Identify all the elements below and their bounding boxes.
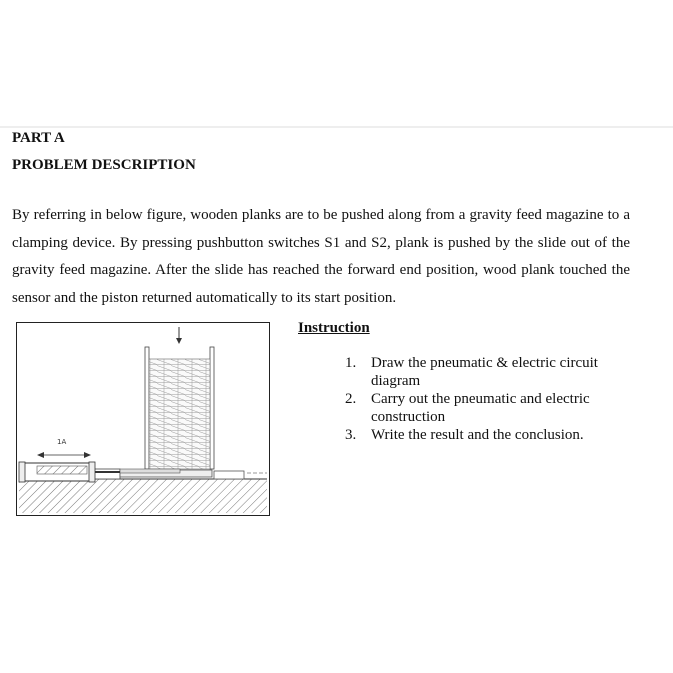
magazine-right-wall (210, 347, 214, 469)
section-title: PROBLEM DESCRIPTION (12, 157, 196, 173)
problem-description: By referring in below figure, wooden planks are to be pushed along from a gravity feed magazine to a clamping device. By pressing pushbutton switches S1 and S2, plank is pushed by the slide out of the gravity feed magazine. After the slide has reached the forward end position, wood plank touched the sensor and the piston returned automatically to its start position. (12, 207, 630, 306)
instruction-number: 3. (345, 427, 357, 443)
gravity-feed-magazine-figure (16, 322, 270, 516)
feed-arrowhead (176, 338, 182, 344)
instruction-text: Carry out the pneumatic and electric construction (371, 391, 590, 425)
part-title: PART A (12, 130, 65, 146)
motion-arrowhead-right (84, 452, 91, 458)
instruction-item (345, 427, 635, 445)
instruction-text: Write the result and the conclusion. (371, 427, 584, 443)
cylinder-1a-endcap-right (89, 462, 95, 482)
top-blank-area (0, 0, 673, 128)
instruction-text: Draw the pneumatic & electric circuit diagram (371, 355, 598, 389)
figure-drawing (17, 323, 271, 517)
instruction-number: 2. (345, 391, 357, 407)
instruction-item (345, 391, 635, 426)
cylinder-label-1a: 1A (57, 438, 67, 446)
slide (120, 469, 180, 473)
magazine-left-wall (145, 347, 149, 469)
cylinder-1a-piston (37, 466, 87, 474)
instruction-list (345, 355, 635, 446)
plank-stack (149, 359, 210, 469)
cylinder-1a-endcap-left (19, 462, 25, 482)
instruction-item (345, 355, 635, 390)
base-hatched (19, 479, 267, 513)
delivery-platform (214, 471, 244, 479)
instruction-title: Instruction (298, 320, 370, 336)
cylinder-mount (92, 469, 120, 479)
motion-arrowhead-left (37, 452, 44, 458)
instruction-number: 1. (345, 355, 357, 371)
